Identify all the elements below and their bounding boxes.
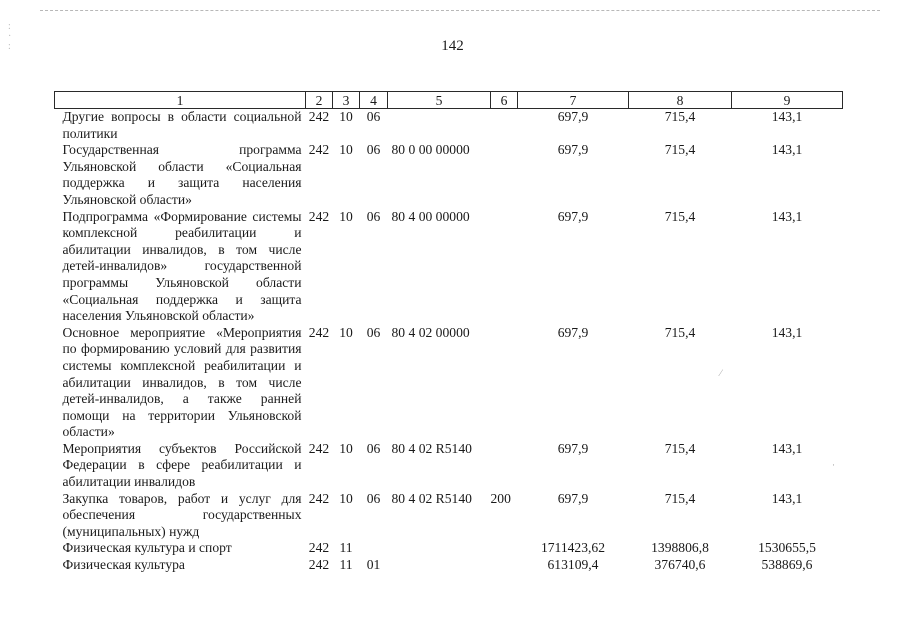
table-row — [55, 441, 843, 491]
column-header-1: 1 — [55, 92, 306, 109]
header-row — [55, 92, 843, 109]
row-name: Мероприятия субъектов Российской Федерации в сфере реабилитации и абилитации инвалидов — [62, 440, 302, 490]
cell-col-4: 06 — [366, 142, 381, 158]
cell-col-9: 143,1 — [771, 109, 803, 124]
cell-col-7: 697,9 — [557, 109, 589, 124]
cell-col-8: 715,4 — [664, 109, 696, 124]
cell-col-4: 06 — [366, 208, 381, 224]
cell-col-3: 10 — [339, 142, 353, 158]
cell-col-6 — [491, 325, 518, 441]
row-name: Другие вопросы в области социальной политики — [62, 109, 302, 141]
cell-col-3: 10 — [339, 324, 353, 340]
cell-col-7: 613109,4 — [547, 557, 599, 573]
cell-col-6 — [491, 441, 518, 491]
cell-col-3: 11 — [339, 557, 353, 573]
table-row — [55, 109, 843, 143]
column-header-8: 8 — [629, 92, 732, 109]
column-header-9: 9 — [732, 92, 843, 109]
column-header-6: 6 — [491, 92, 518, 109]
cell-col-9: 143,1 — [771, 490, 803, 506]
cell-col-2: 242 — [308, 540, 330, 556]
row-name: Основное мероприятие «Мероприятия по формированию условий для развития системы комплексной реабилитации и абилитации инвалидов, в том числе детей-инвалидов, а также ранней помощи на территории Ульяновской области» — [62, 324, 302, 440]
row-name: Подпрограмма «Формирование системы комплексной реабилитации и абилитации инвалидов, в том числе детей-инвалидов» государственной программы Ульяновской области «Социальная поддержка и защита населения Ульяновской области» — [62, 208, 302, 324]
cell-col-8: 715,4 — [664, 324, 696, 340]
cell-col-8: 1398806,8 — [651, 540, 709, 556]
cell-col-6 — [491, 209, 518, 325]
table-row — [55, 540, 843, 557]
cell-col-6: 200 — [490, 490, 511, 506]
cell-col-9: 143,1 — [771, 142, 803, 158]
row-name: Государственная программа Ульяновской области «Социальная поддержка и защита населения Ульяновской области» — [62, 142, 302, 207]
cell-col-2: 242 — [308, 324, 330, 340]
cell-col-4: 06 — [366, 440, 381, 456]
cell-col-2: 242 — [308, 142, 330, 158]
row-name: Закупка товаров, работ и услуг для обеспечения государственных (муниципальных) нужд — [62, 490, 302, 539]
table-row — [55, 325, 843, 441]
column-header-2: 2 — [306, 92, 333, 109]
table-row — [55, 557, 843, 574]
cell-col-2: 242 — [308, 109, 330, 124]
cell-col-5: 80 4 02 R5140 — [391, 440, 472, 456]
cell-col-6 — [491, 142, 518, 208]
cell-col-8: 376740,6 — [654, 557, 706, 573]
cell-col-7: 697,9 — [557, 208, 589, 224]
scan-artifact-speck: · — [832, 460, 835, 470]
cell-col-3: 10 — [339, 109, 353, 124]
column-header-7: 7 — [518, 92, 629, 109]
cell-col-7: 697,9 — [557, 324, 589, 340]
cell-col-4: 01 — [366, 557, 381, 573]
cell-col-2: 242 — [308, 208, 330, 224]
cell-col-3: 10 — [339, 440, 353, 456]
cell-col-6 — [491, 557, 518, 574]
cell-col-5: 80 4 02 00000 — [391, 324, 470, 340]
cell-col-2: 242 — [308, 557, 330, 573]
cell-col-5: 80 0 00 00000 — [391, 142, 470, 158]
cell-col-4: 06 — [366, 490, 381, 506]
cell-col-4: 06 — [366, 109, 381, 124]
cell-col-5 — [388, 557, 491, 574]
cell-col-4: 06 — [366, 324, 381, 340]
table-body — [55, 109, 843, 574]
cell-col-7: 1711423,62 — [540, 540, 606, 556]
cell-col-5: 80 4 02 R5140 — [391, 490, 472, 506]
scan-artifact-line — [40, 10, 880, 11]
cell-col-8: 715,4 — [664, 142, 696, 158]
scan-artifact-speck: ⁄ — [720, 368, 722, 378]
cell-col-9: 143,1 — [771, 324, 803, 340]
page-number: 142 — [441, 38, 464, 54]
cell-col-8: 715,4 — [664, 490, 696, 506]
cell-col-7: 697,9 — [557, 440, 589, 456]
cell-col-8: 715,4 — [664, 208, 696, 224]
cell-col-9: 1530655,5 — [758, 540, 816, 556]
cell-col-7: 697,9 — [557, 490, 589, 506]
column-header-4: 4 — [360, 92, 388, 109]
cell-col-2: 242 — [308, 440, 330, 456]
cell-col-5 — [388, 540, 491, 557]
table-row — [55, 491, 843, 541]
cell-col-5: 80 4 00 00000 — [391, 208, 470, 224]
cell-col-9: 143,1 — [771, 208, 803, 224]
cell-col-6 — [491, 540, 518, 557]
cell-col-3: 10 — [339, 208, 353, 224]
cell-col-3: 10 — [339, 490, 353, 506]
cell-col-4 — [360, 540, 388, 557]
cell-col-9: 538869,6 — [761, 557, 813, 573]
table-header — [55, 92, 843, 109]
cell-col-2: 242 — [308, 490, 330, 506]
cell-col-9: 143,1 — [771, 440, 803, 456]
table-row — [55, 142, 843, 208]
row-name: Физическая культура — [62, 557, 185, 573]
scan-artifact-specks: : · : — [8, 21, 12, 52]
column-header-5: 5 — [388, 92, 491, 109]
cell-col-3: 11 — [339, 540, 353, 556]
cell-col-7: 697,9 — [557, 142, 589, 158]
cell-col-5 — [388, 109, 491, 143]
cell-col-8: 715,4 — [664, 440, 696, 456]
row-name: Физическая культура и спорт — [62, 540, 232, 556]
cell-col-6 — [491, 109, 518, 143]
budget-table — [54, 91, 843, 574]
column-header-3: 3 — [333, 92, 360, 109]
table-row — [55, 209, 843, 325]
